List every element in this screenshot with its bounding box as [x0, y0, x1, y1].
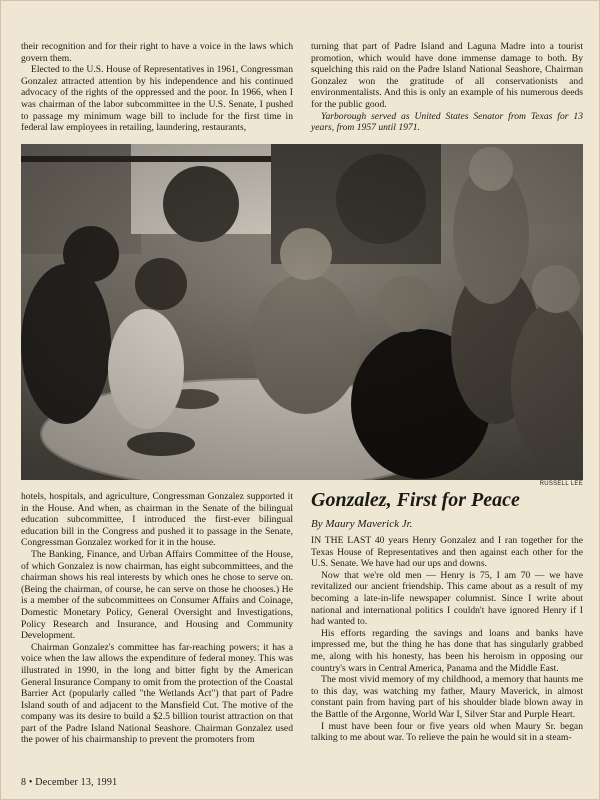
bottom-left-column	[21, 491, 293, 746]
article-byline: By Maury Maverick Jr.	[311, 518, 413, 530]
group-photograph	[21, 144, 583, 480]
paragraph: His efforts regarding the savings and loans and banks have impressed me, but the thing he has done that has singularly grabbed me, along with his honesty, has been his heroism in opposing our country's wars in Central America, Panama and the Middle East.	[311, 627, 583, 674]
article-headline: Gonzalez, First for Peace	[311, 489, 520, 511]
author-note: Yarborough served as United States Senator from Texas for 13 years, from 1957 until 1971.	[311, 110, 583, 134]
paragraph: IN THE LAST 40 years Henry Gonzalez and I ran together for the Texas House of Representatives and then against each other for the U.S. Senate. We have had our ups and downs.	[311, 535, 583, 570]
paragraph: Now that we're old men — Henry is 75, I am 70 — we have revitalized our ancient friendship. This came about as a result of my becoming a late-in-life newspaper columnist. Since I write about national and international politics I couldn't have ignored Henry if I had wanted to.	[311, 569, 583, 628]
paragraph: I must have been four or five years old when Maury Sr. began talking to me about war. To relieve the pain he would sit in a steam-	[311, 720, 583, 744]
page-footer: 8 • December 13, 1991	[21, 777, 118, 788]
photo-credit: RUSSELL LEE	[539, 481, 583, 487]
paragraph: Chairman Gonzalez's committee has far-reaching powers; it has a voice when the law allows the expenditure of federal money. This was illustrated in 1990, in the long and bitter fight by the American General Insurance Company to omit from the protection of the Coastal Barrier Act (popularly called "the Wetlands Act") that part of Padre Island south of and adjacent to the Mansfield Cut. The motive of the company was its desire to build a $2.5 billion tourist attraction on that part of the Padre Island National Seashore. Chairman Gonzalez used the power of his chairmanship to prevent the promoters from	[21, 641, 293, 746]
paragraph: Elected to the U.S. House of Representatives in 1961, Congressman Gonzalez attracted attention by his independence and his continued advocacy of the rights of the oppressed and the poor. In 1966, when I was chairman of the labor subcommittee in the U.S. Senate, I pushed to passage my minimum wage bill to include for the first time in federal law employees in retailing, laundering, restaurants,	[21, 64, 293, 134]
paragraph: hotels, hospitals, and agriculture, Congressman Gonzalez supported it in the House. And when, as chairman in the Senate of the bilingual education subcommittee, I introduced the first-ever bilingual education bill in the Congress and pushed it to passage in the Senate, Congressman Gonzalez worked for it in the house.	[21, 491, 293, 549]
paragraph: their recognition and for their right to have a voice in the laws which govern them.	[21, 41, 293, 64]
top-right-column	[311, 41, 583, 134]
paragraph: The Banking, Finance, and Urban Affairs Committee of the House, of which Gonzalez is now chairman, has eight subcommittees, and the chairman shows his real interests by which ones he chose to serve on. (Being the chairman, of course, he can serve on those he chooses.) He is a member of the subcommittees on Consumer Affairs and Coinage, Domestic Monetary Policy, General Oversight and Investigations, Policy Research and Insurance, and Housing and Community Development.	[21, 548, 293, 642]
top-left-column	[21, 41, 293, 134]
paragraph: turning that part of Padre Island and Laguna Madre into a tourist promotion, which would have done immense damage to both. By squelching this raid on the Padre Island National Seashore, Chairman Gonzalez won the gratitude of all conservationists and environmentalists. And this is only an example of his numerous deeds for the public good.	[311, 41, 583, 110]
photograph-illustration	[21, 144, 583, 480]
paragraph: The most vivid memory of my childhood, a memory that haunts me to this day, was watching my father, Maury Maverick, in almost constant pain from having part of his shoulder blade blown away in the Battle of the Argonne, World War I, Silver Star and Purple Heart.	[311, 674, 583, 720]
bottom-right-column	[311, 535, 583, 744]
